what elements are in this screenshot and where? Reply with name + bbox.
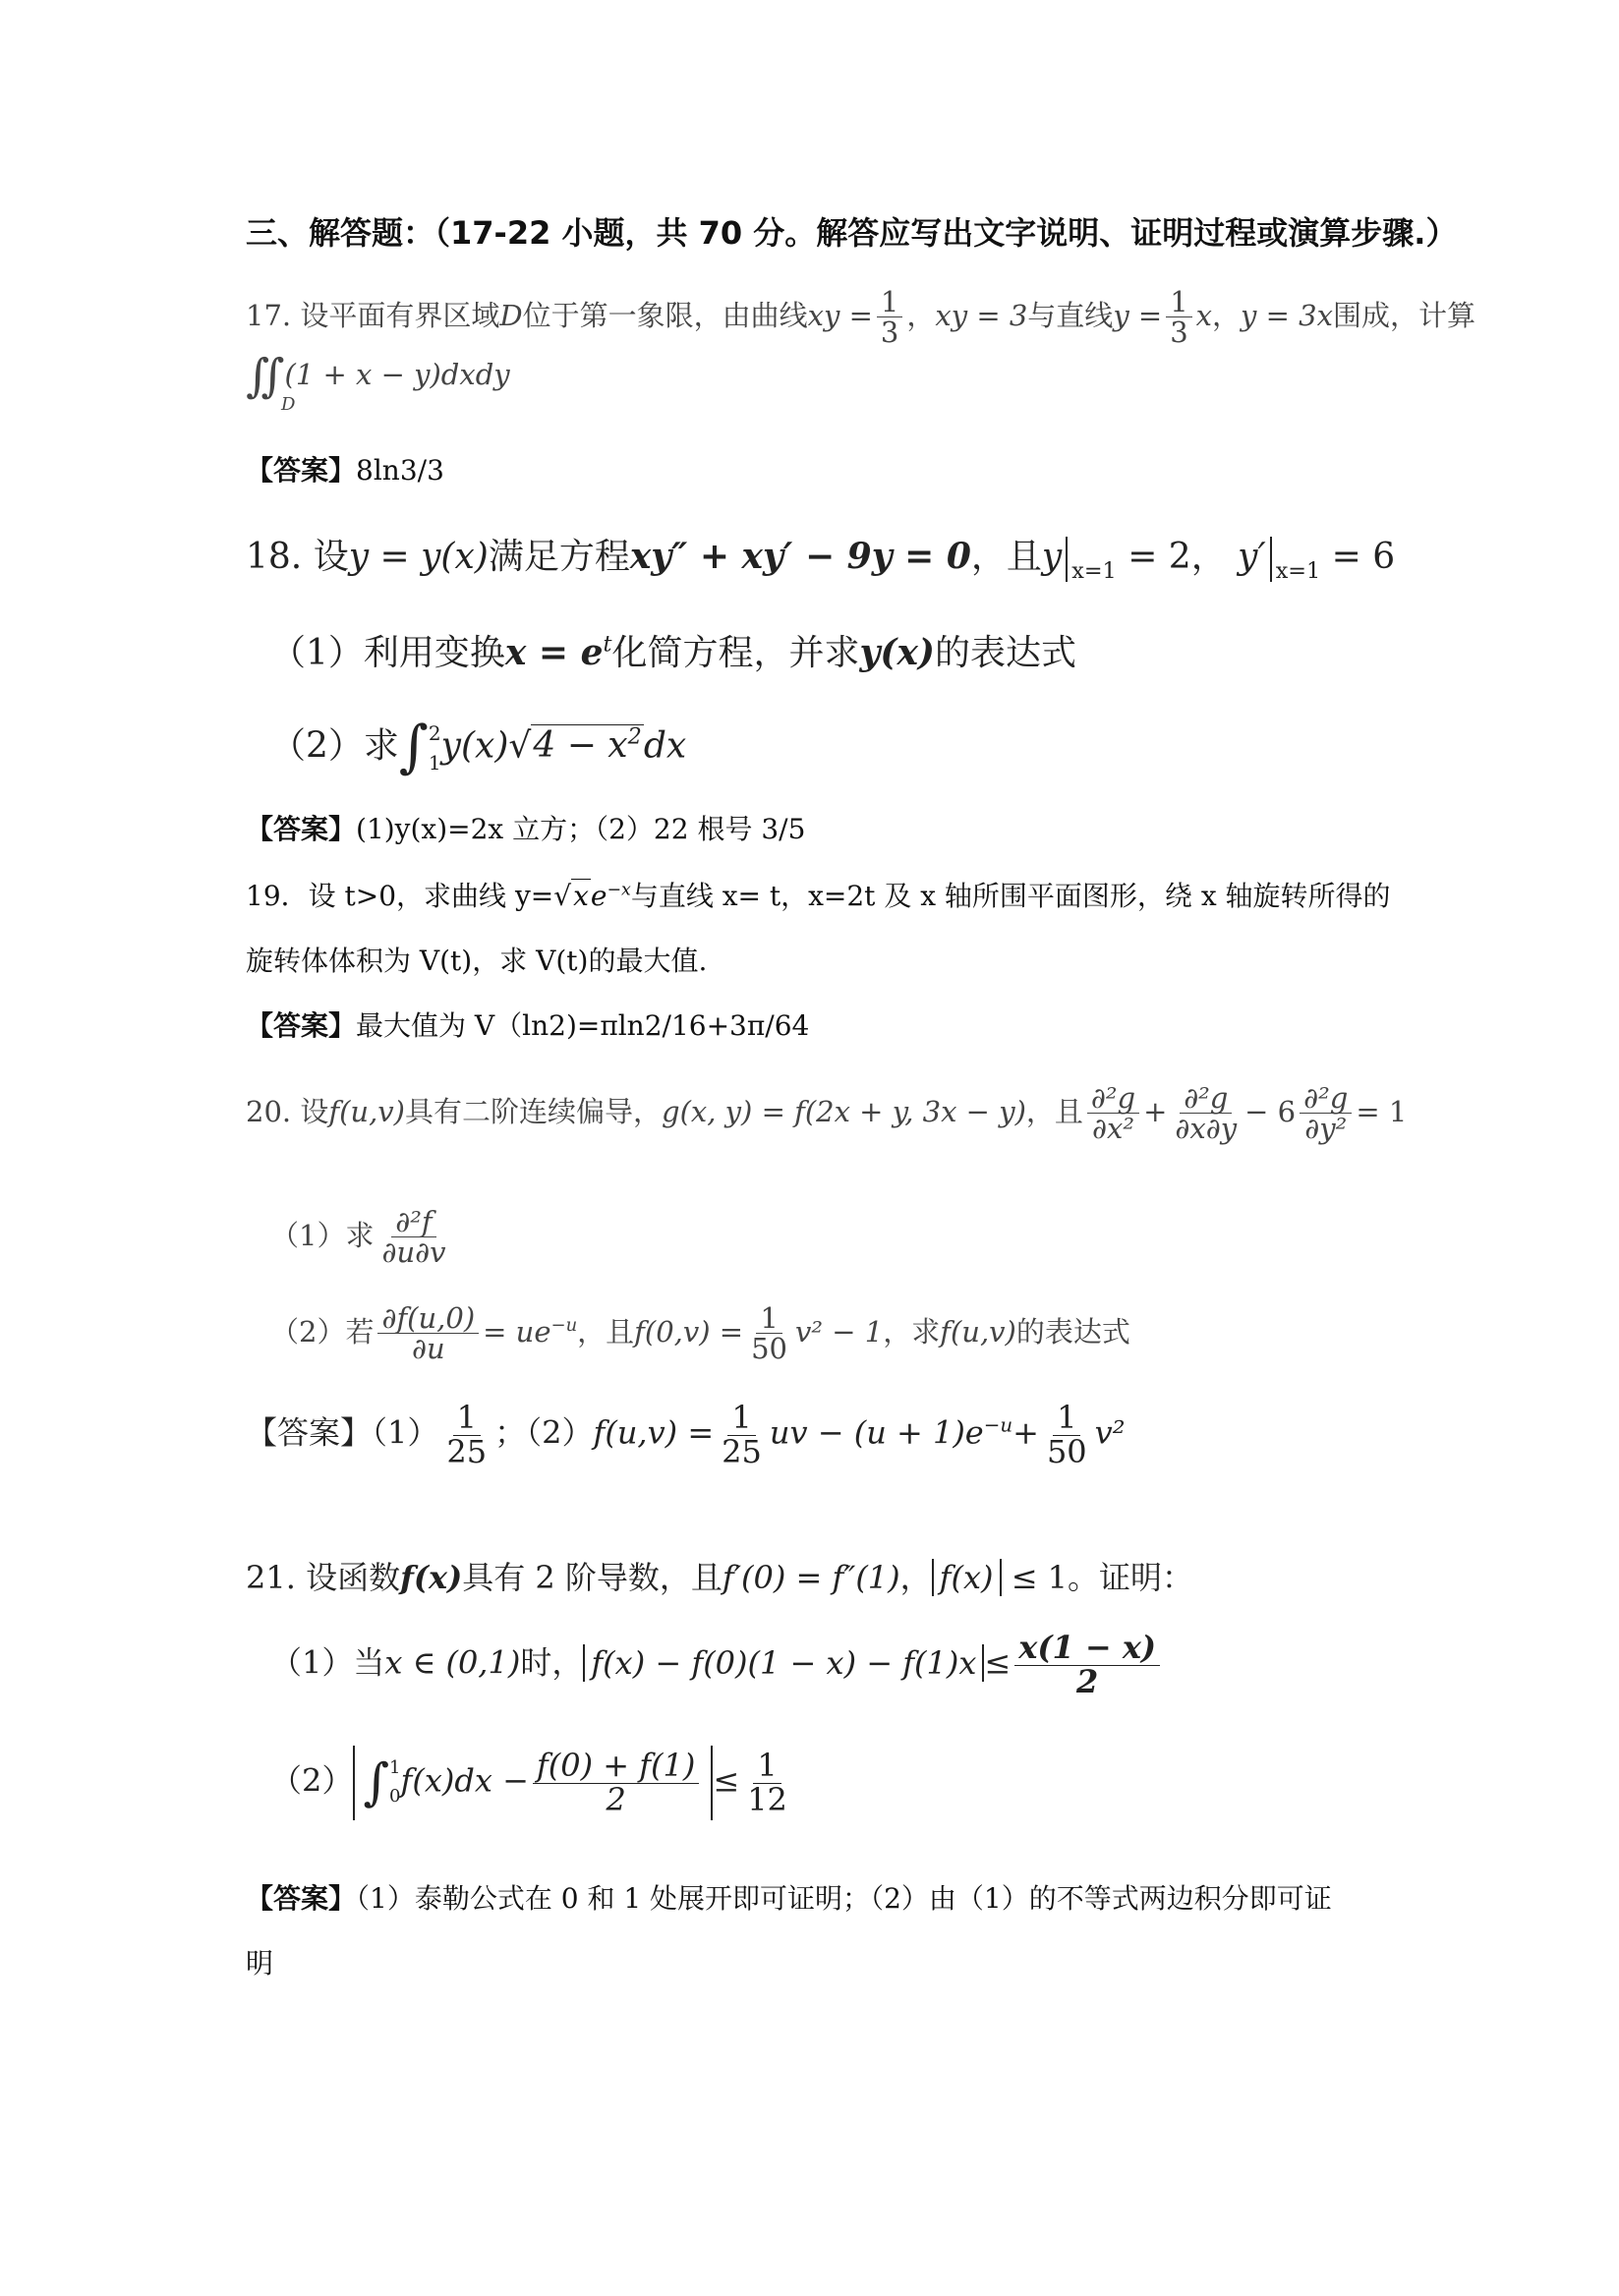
question-18-part-2: （2）求∫ 2 1 $y(x)√4 - x^2dx$ bbox=[270, 714, 687, 779]
question-21-line-1: 21. 设函数f(x)具有 2 阶导数，且f′(0) = f″(1)， f(x) ≤ 1。证明： bbox=[246, 1559, 1194, 1596]
answer-21-line-1: 【答案】（1）泰勒公式在 0 和 1 处展开即可证明；（2）由（1）的不等式两边积分即可证 bbox=[246, 1882, 1332, 1915]
integral-symbol: ∫ bbox=[398, 714, 429, 779]
question-21-part-1: （1）当x ∈ (0,1)时， f(x) − f(0)(1 − x) − f(1)x ≤ $\frac{x(1 - x)}{2}$ bbox=[270, 1632, 1164, 1698]
answer-17: 【答案】8ln3/3 bbox=[246, 454, 444, 487]
sqrt-sign: √ bbox=[553, 880, 572, 912]
question-18-line-1: 18. 设y = y(x)满足方程xy″ + xy′ − 9y = 0，且y $_{x=1}$ = 2， y′ $_{x=1}$ = 6 bbox=[246, 536, 1396, 585]
double-integral-symbol: ∬ bbox=[246, 349, 285, 402]
section-title: 三、解答题：（17-22 小题，共 70 分。解答应写出文字说明、证明过程或演算步骤.） bbox=[246, 214, 1458, 252]
question-20-part-2: （2）若 $\frac{\partial f(u,0)}{\partial u}$ = $ue^{-u}$，且f(0,v) = $\frac{1}{50}$ v² − 1，求f(u,v)的表达式 bbox=[270, 1301, 1130, 1366]
answer-19: 【答案】最大值为 V（ln2)=πln2/16+3π/64 bbox=[246, 1009, 810, 1042]
question-17-line-1: 17. 设平面有界区域D位于第一象限，由曲线xy = $\frac{1}{3}$ ，xy = 3与直线y = $\frac{1}{3}$ x，y = 3x围成，计算 bbox=[246, 285, 1475, 350]
sqrt-sign: √ bbox=[508, 725, 532, 767]
question-18-part-1: （1）利用变换$x = e^t$化简方程，并求y(x)的表达式 bbox=[270, 631, 1076, 673]
question-21-part-2: （2） ∫ 1 0 f(x)dx − $\frac{f(0) + f(1)}{2}$ ≤ $\frac{1}{12}$ bbox=[270, 1746, 795, 1820]
integral-symbol: ∫ bbox=[363, 1752, 390, 1812]
answer-21-line-2: 明 bbox=[246, 1947, 274, 1980]
question-20-part-1: （1）求 $\frac{\text{∂²f}}{\partial u\partial v}$ bbox=[270, 1205, 446, 1270]
integral-domain-label: D bbox=[281, 394, 296, 415]
answer-18: 【答案】(1)y(x)=2x 立方；（2）22 根号 3/5 bbox=[246, 813, 806, 845]
question-19-line-1: 19．设 t>0，求曲线 $y=√xe^{-x}$与直线 x= t，x=2t 及 x 轴所围平面图形，绕 x 轴旋转所得的 bbox=[246, 880, 1391, 912]
answer-20: 【答案】（1） $\frac{1}{25}$ ；（2）f(u,v) = $\frac{1}{25}$ uv − $(u + 1)e^{-u}+$ $\frac{1}{50}$ v² bbox=[246, 1399, 1126, 1470]
question-20-line-1: 20. 设f(u,v)具有二阶连续偏导，g(x, y) = f(2x + y, 3x − y)，且 $\frac{\text{∂²g}}{\text{∂x²}}$ + $\frac{\text{∂²g}}{\partial x\partial y}$ − 6 $\frac{\text{∂²g}}{\text{∂y²}}$ = 1 bbox=[246, 1081, 1408, 1146]
question-19-line-2: 旋转体体积为 V(t)，求 V(t)的最大值. bbox=[246, 945, 708, 977]
question-17-integral: ∬(1 + x − y)dxdy D bbox=[246, 349, 510, 415]
